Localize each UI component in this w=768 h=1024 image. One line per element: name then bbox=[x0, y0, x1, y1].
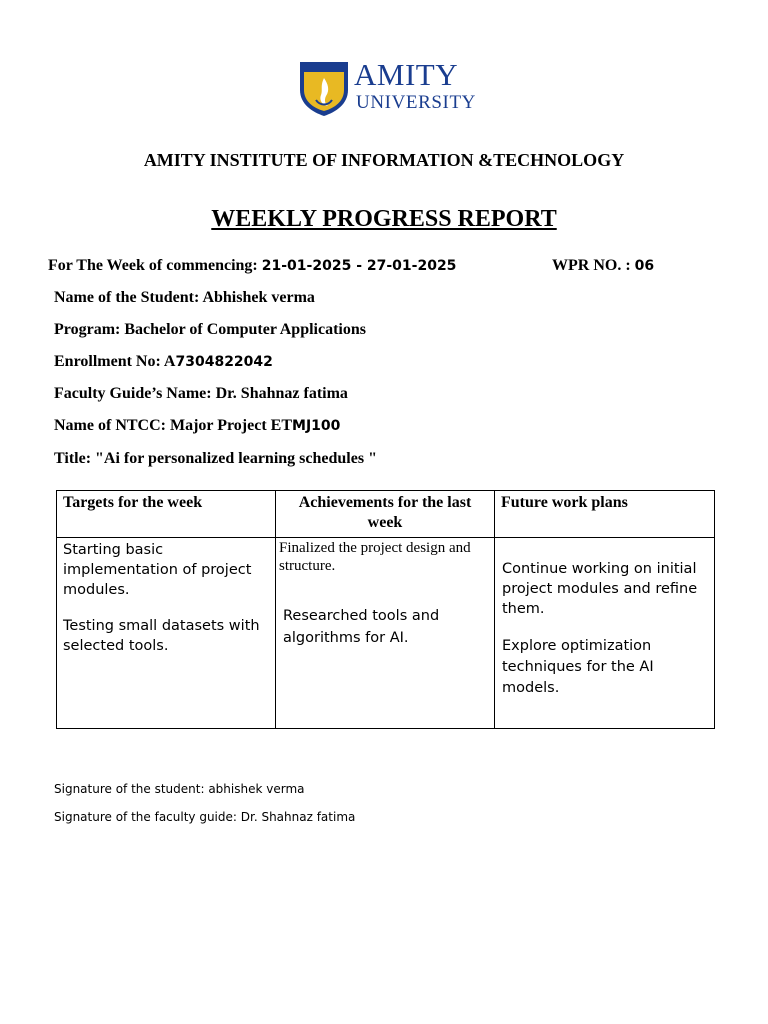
wpr-number bbox=[552, 257, 654, 275]
institute-heading: AMITY INSTITUTE OF INFORMATION &TECHNOLOGY bbox=[143, 150, 625, 170]
week-commencing bbox=[48, 257, 456, 275]
program-label: Program: bbox=[54, 321, 125, 338]
header-achievements: Achievements for the last week bbox=[276, 491, 495, 538]
faculty-guide-signature: Signature of the faculty guide: Dr. Shahnaz fatima bbox=[54, 810, 356, 824]
achievements-cell bbox=[276, 538, 495, 729]
achievement-item: Finalized the project design and structure. bbox=[279, 540, 471, 574]
student-name-line bbox=[54, 289, 315, 307]
header-future-plans: Future work plans bbox=[495, 491, 715, 538]
enrollment-label: Enrollment No: A bbox=[54, 353, 176, 370]
table-row bbox=[57, 538, 715, 729]
faculty-guide-label: Faculty Guide’s Name: bbox=[54, 385, 216, 402]
program-line bbox=[54, 321, 366, 339]
future-plans-cell bbox=[495, 538, 715, 729]
program-value: Bachelor of Computer Applications bbox=[124, 321, 366, 338]
future-plan-item: Explore optimization techniques for the AI models. bbox=[502, 638, 654, 696]
amity-crest-icon bbox=[298, 60, 350, 118]
faculty-guide-value: Dr. Shahnaz fatima bbox=[215, 385, 348, 402]
ntcc-label: Name of NTCC: Major Project ET bbox=[54, 417, 293, 434]
targets-cell bbox=[57, 538, 276, 729]
target-item: Starting basic implementation of project modules. bbox=[63, 542, 252, 598]
student-name-value: Abhishek verma bbox=[202, 289, 315, 306]
student-signature: Signature of the student: abhishek verma bbox=[54, 782, 305, 796]
table-header-row bbox=[57, 491, 715, 538]
week-label: For The Week of commencing: bbox=[48, 257, 262, 274]
title-value: "Ai for personalized learning schedules " bbox=[95, 450, 377, 467]
wpr-label: WPR NO. : bbox=[552, 257, 635, 274]
target-item: Testing small datasets with selected tools. bbox=[63, 618, 260, 654]
logo-wordmark-amity: AMITY bbox=[354, 57, 459, 92]
future-plan-item: Continue working on initial project modules and refine them. bbox=[502, 561, 698, 617]
student-name-label: Name of the Student: bbox=[54, 289, 203, 306]
wpr-value: 06 bbox=[634, 258, 655, 274]
title-label: Title: bbox=[54, 450, 96, 467]
report-title: WEEKLY PROGRESS REPORT bbox=[211, 206, 557, 232]
title-line bbox=[54, 450, 377, 468]
amity-logo bbox=[298, 58, 518, 120]
week-dates: 21-01-2025 - 27-01-2025 bbox=[261, 258, 457, 274]
header-targets: Targets for the week bbox=[57, 491, 276, 538]
enrollment-value: 7304822042 bbox=[175, 354, 273, 370]
faculty-guide-line bbox=[54, 385, 348, 403]
ntcc-line bbox=[54, 417, 340, 435]
achievement-item: Researched tools and algorithms for AI. bbox=[283, 608, 440, 646]
logo-wordmark-university: UNIVERSITY bbox=[356, 92, 476, 113]
progress-table bbox=[56, 490, 715, 729]
ntcc-value: MJ100 bbox=[292, 418, 341, 434]
enrollment-line bbox=[54, 353, 273, 371]
